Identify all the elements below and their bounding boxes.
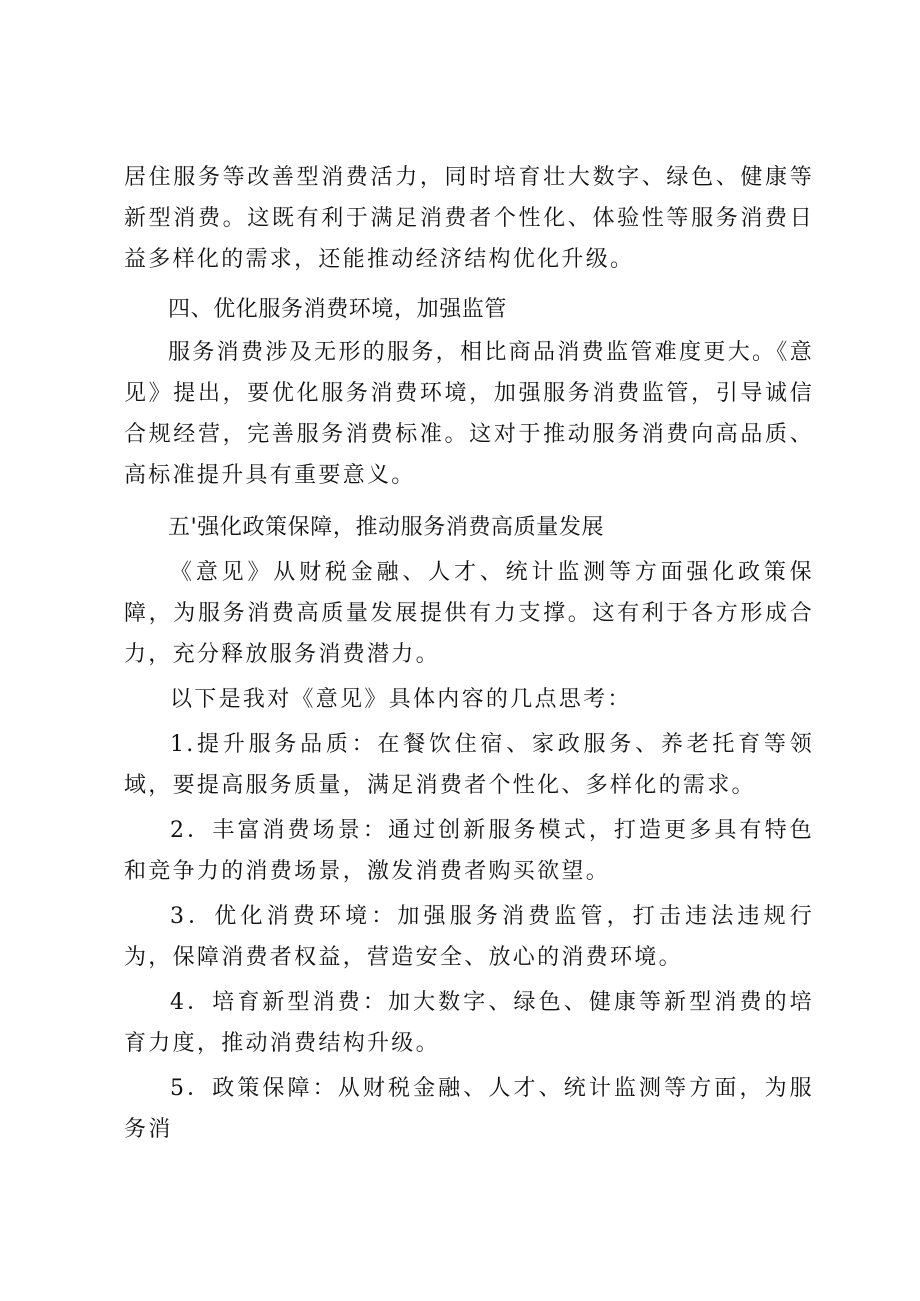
section-heading-4: 四、优化服务消费环境，加强监管	[168, 297, 508, 322]
paragraph-thoughts: 以下是我对《意见》具体内容的几点思考：	[170, 687, 632, 712]
paragraph-section-4: 服务消费涉及无形的服务，相比商品消费监管难度更大。《意见》提出，要优化服务消费环境，加强服务消费监管，引导诚信合规经营，完善服务消费标准。这对于推动服务消费向高品质、高标准提升具有重要意义。	[124, 340, 814, 488]
list-item-4: 4．培育新型消费：加大数字、绿色、健康等新型消费的培育力度，推动消费结构升级。	[124, 990, 814, 1056]
list-item-5: 5．政策保障：从财税金融、人才、统计监测等方面，为服务消	[124, 1076, 814, 1142]
section-heading-5: 五'强化政策保障，推动服务消费高质量发展	[168, 515, 605, 540]
document-body	[124, 157, 814, 1150]
list-item-2: 2．丰富消费场景：通过创新服务模式，打造更多具有特色和竞争力的消费场景，激发消费者购买欲望。	[124, 818, 814, 884]
paragraph-intro: 居住服务等改善型消费活力，同时培育壮大数字、绿色、健康等新型消费。这既有利于满足消费者个性化、体验性等服务消费日益多样化的需求，还能推动经济结构优化升级。	[124, 165, 814, 272]
list-item-3: 3．优化消费环境：加强服务消费监管，打击违法违规行为，保障消费者权益，营造安全、放心的消费环境。	[124, 904, 814, 970]
list-item-1: 1.提升服务品质：在餐饮住宿、家政服务、养老托育等领域，要提高服务质量，满足消费者个性化、多样化的需求。	[124, 732, 814, 798]
paragraph-section-5: 《意见》从财税金融、人才、统计监测等方面强化政策保障，为服务消费高质量发展提供有力支撑。这有利于各方形成合力，充分释放服务消费潜力。	[124, 560, 814, 667]
